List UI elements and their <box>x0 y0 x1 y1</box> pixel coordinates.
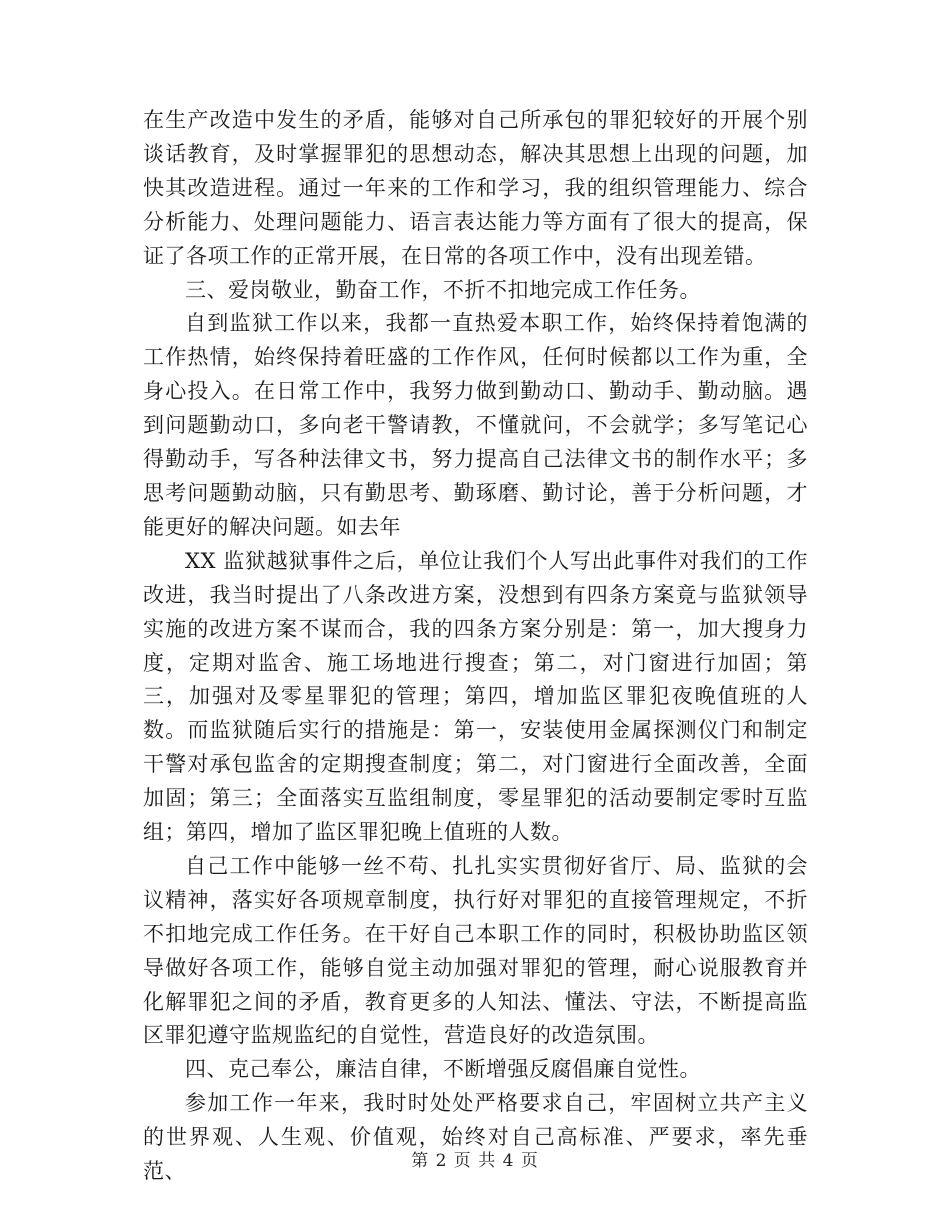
paragraph-improvement-plan: XX 监狱越狱事件之后，单位让我们个人写出此事件对我们的工作改进，我当时提出了八条改进方案，没想到有四条方案竟与监狱领导实施的改进方案不谋而合，我的四条方案分别是：第一，加大搜身力度，定期对监舍、施工场地进行搜查；第二，对门窗进行加固；第三，加强对及零星罪犯的管理；第四，增加监区罪犯夜晚值班的人数。而监狱随后实行的措施是：第一，安装使用金属探测仪门和制定干警对承包监舍的定期搜查制度；第二，对门窗进行全面改善，全面加固；第三；全面落实互监组制度，零星罪犯的活动要制定零时互监组；第四，增加了监区罪犯晚上值班的人数。 <box>143 548 808 845</box>
paragraph-self-discipline: 参加工作一年来，我时时处处严格要求自己，牢固树立共产主义的世界观、人生观、价值观，始终对自己高标准、严要求，率先垂范、 <box>143 1091 808 1184</box>
document-body <box>143 104 808 1189</box>
page-number-footer: 第 2 页 共 4 页 <box>411 1151 539 1171</box>
section-heading-four: 四、克己奉公，廉洁自律，不断增强反腐倡廉自觉性。 <box>185 1057 701 1082</box>
paragraph-work-attitude: 自到监狱工作以来，我都一直热爱本职工作，始终保持着饱满的工作热情，始终保持着旺盛的工作作风，任何时候都以工作为重，全身心投入。在日常工作中，我努力做到勤动口、勤动手、勤动脑。遇到问题勤动口，多向老干警请教，不懂就问，不会就学；多写笔记心得勤动手，写各种法律文书，努力提高自己法律文书的制作水平；多思考问题勤动脑，只有勤思考、勤琢磨、勤讨论，善于分析问题，才能更好的解决问题。如去年 <box>143 311 808 539</box>
paragraph-duty-execution: 自己工作中能够一丝不苟、扎扎实实贯彻好省厅、局、监狱的会议精神，落实好各项规章制度，执行好对罪犯的直接管理规定，不折不扣地完成工作任务。在干好自己本职工作的同时，积极协助监区领导做好各项工作，能够自觉主动加强对罪犯的管理，耐心说服教育并化解罪犯之间的矛盾，教育更多的人知法、懂法、守法，不断提高监区罪犯遵守监规监纪的自觉性，营造良好的改造氛围。 <box>143 853 808 1048</box>
paragraph-continuation: 在生产改造中发生的矛盾，能够对自己所承包的罪犯较好的开展个别谈话教育，及时掌握罪犯的思想动态，解决其思想上出现的问题，加快其改造进程。通过一年来的工作和学习，我的组织管理能力、综合分析能力、处理问题能力、语言表达能力等方面有了很大的提高，保证了各项工作的正常开展，在日常的各项工作中，没有出现差错。 <box>143 108 808 268</box>
section-heading-three: 三、爱岗敬业，勤奋工作，不折不扣地完成工作任务。 <box>185 277 701 302</box>
